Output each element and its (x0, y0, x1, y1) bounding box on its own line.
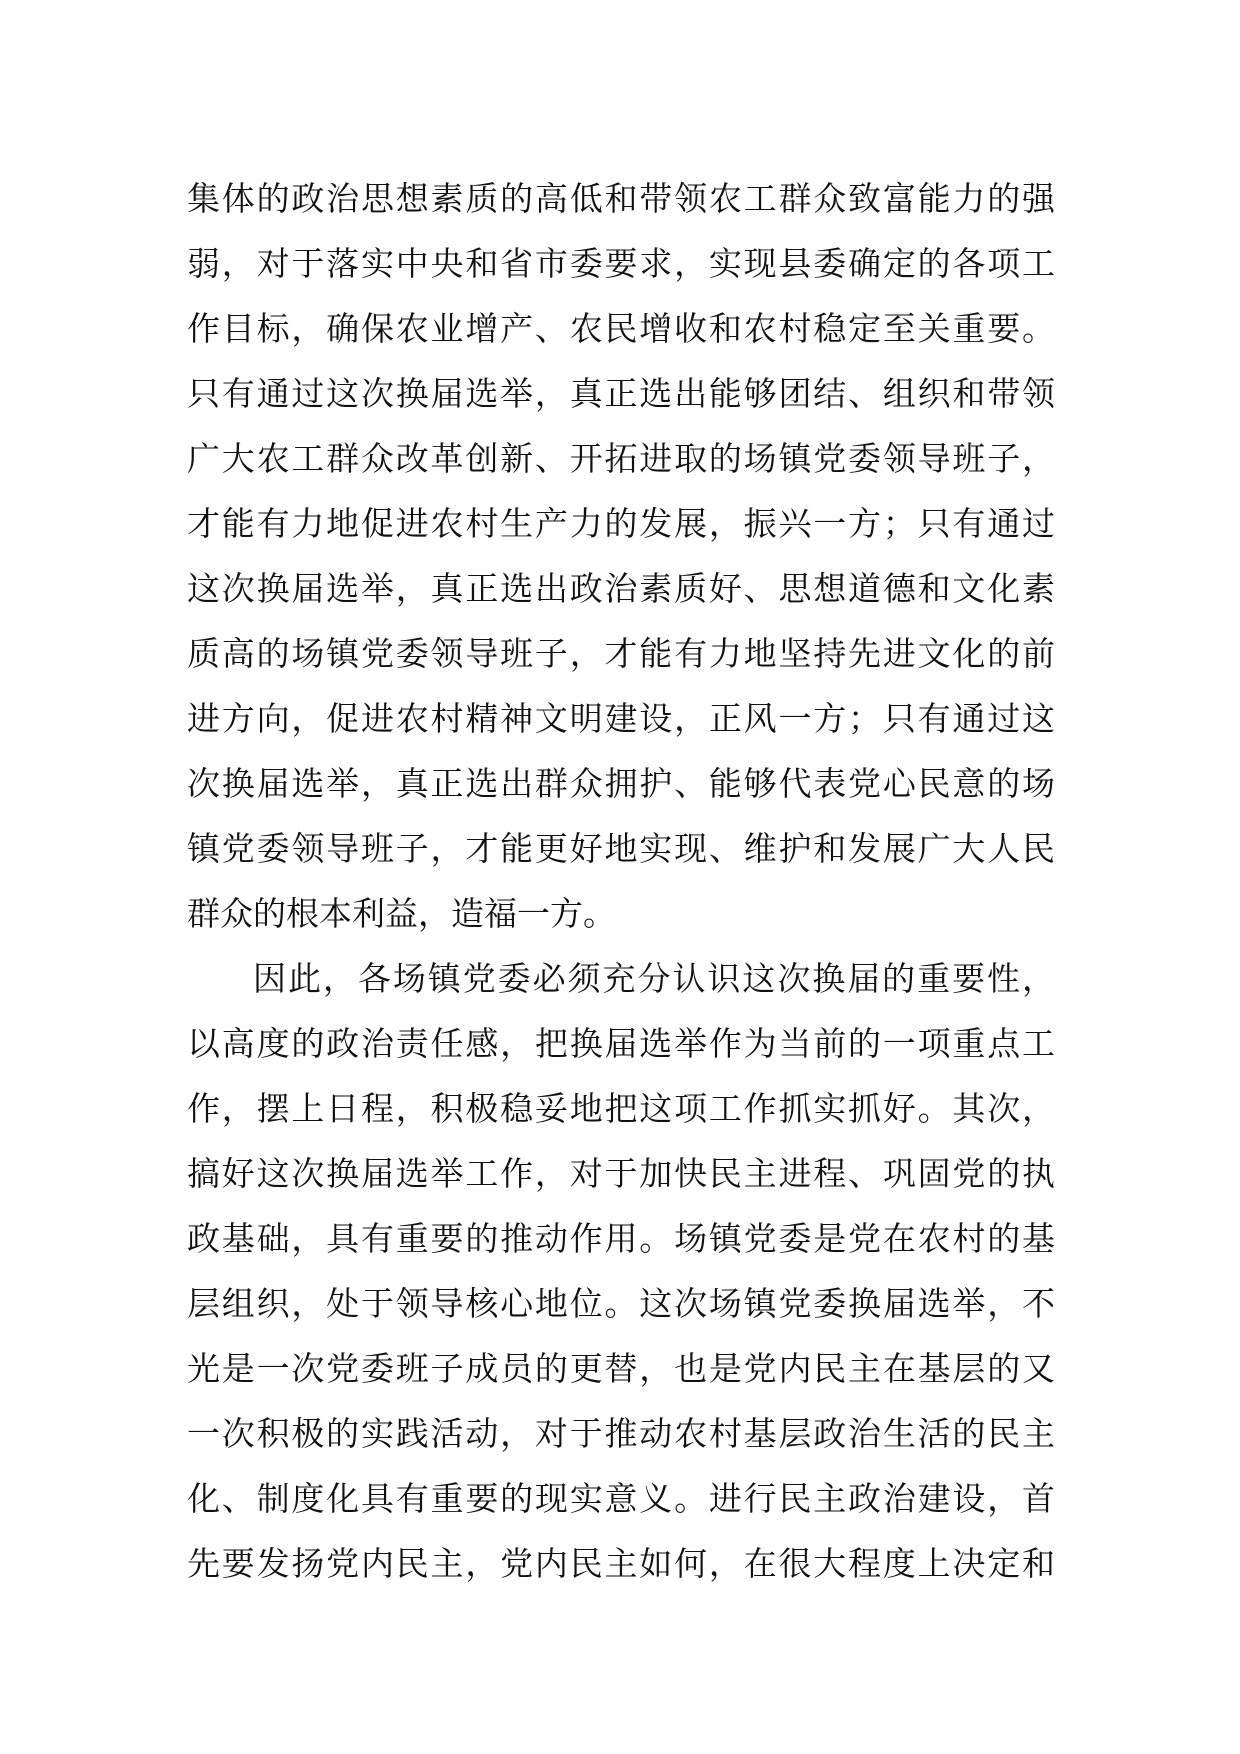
text-line: 作，摆上日程，积极稳妥地把这项工作抓实抓好。其次， (187, 1089, 1055, 1128)
text-line: 次换届选举，真正选出群众拥护、能够代表党心民意的场 (187, 764, 1055, 803)
text-line: 广大农工群众改革创新、开拓进取的场镇党委领导班子， (187, 439, 1055, 478)
text-line: 镇党委领导班子，才能更好地实现、维护和发展广大人民 (187, 829, 1055, 868)
body-text (187, 166, 1055, 1596)
text-line: 只有通过这次换届选举，真正选出能够团结、组织和带领 (187, 374, 1055, 413)
text-line: 集体的政治思想素质的高低和带领农工群众致富能力的强 (187, 179, 1055, 218)
text-line: 作目标，确保农业增产、农民增收和农村稳定至关重要。 (187, 309, 1055, 348)
text-line: 质高的场镇党委领导班子，才能有力地坚持先进文化的前 (187, 634, 1055, 673)
paragraph-first-line: 因此，各场镇党委必须充分认识这次换届的重要性， (253, 959, 1055, 998)
text-line: 进方向，促进农村精神文明建设，正风一方；只有通过这 (187, 699, 1055, 738)
text-line: 才能有力地促进农村生产力的发展，振兴一方；只有通过 (187, 504, 1055, 543)
text-line: 政基础，具有重要的推动作用。场镇党委是党在农村的基 (187, 1219, 1055, 1258)
text-line: 先要发扬党内民主，党内民主如何，在很大程度上决定和 (187, 1544, 1055, 1583)
text-line: 弱，对于落实中央和省市委要求，实现县委确定的各项工 (187, 244, 1055, 283)
text-line: 化、制度化具有重要的现实意义。进行民主政治建设，首 (187, 1479, 1055, 1518)
text-line: 群众的根本利益，造福一方。 (187, 894, 616, 933)
text-line: 以高度的政治责任感，把换届选举作为当前的一项重点工 (187, 1024, 1055, 1063)
text-line: 搞好这次换届选举工作，对于加快民主进程、巩固党的执 (187, 1154, 1055, 1193)
text-line: 层组织，处于领导核心地位。这次场镇党委换届选举，不 (187, 1284, 1055, 1323)
text-line: 一次积极的实践活动，对于推动农村基层政治生活的民主 (187, 1414, 1055, 1453)
text-line: 光是一次党委班子成员的更替，也是党内民主在基层的又 (187, 1349, 1055, 1388)
text-line: 这次换届选举，真正选出政治素质好、思想道德和文化素 (187, 569, 1055, 608)
